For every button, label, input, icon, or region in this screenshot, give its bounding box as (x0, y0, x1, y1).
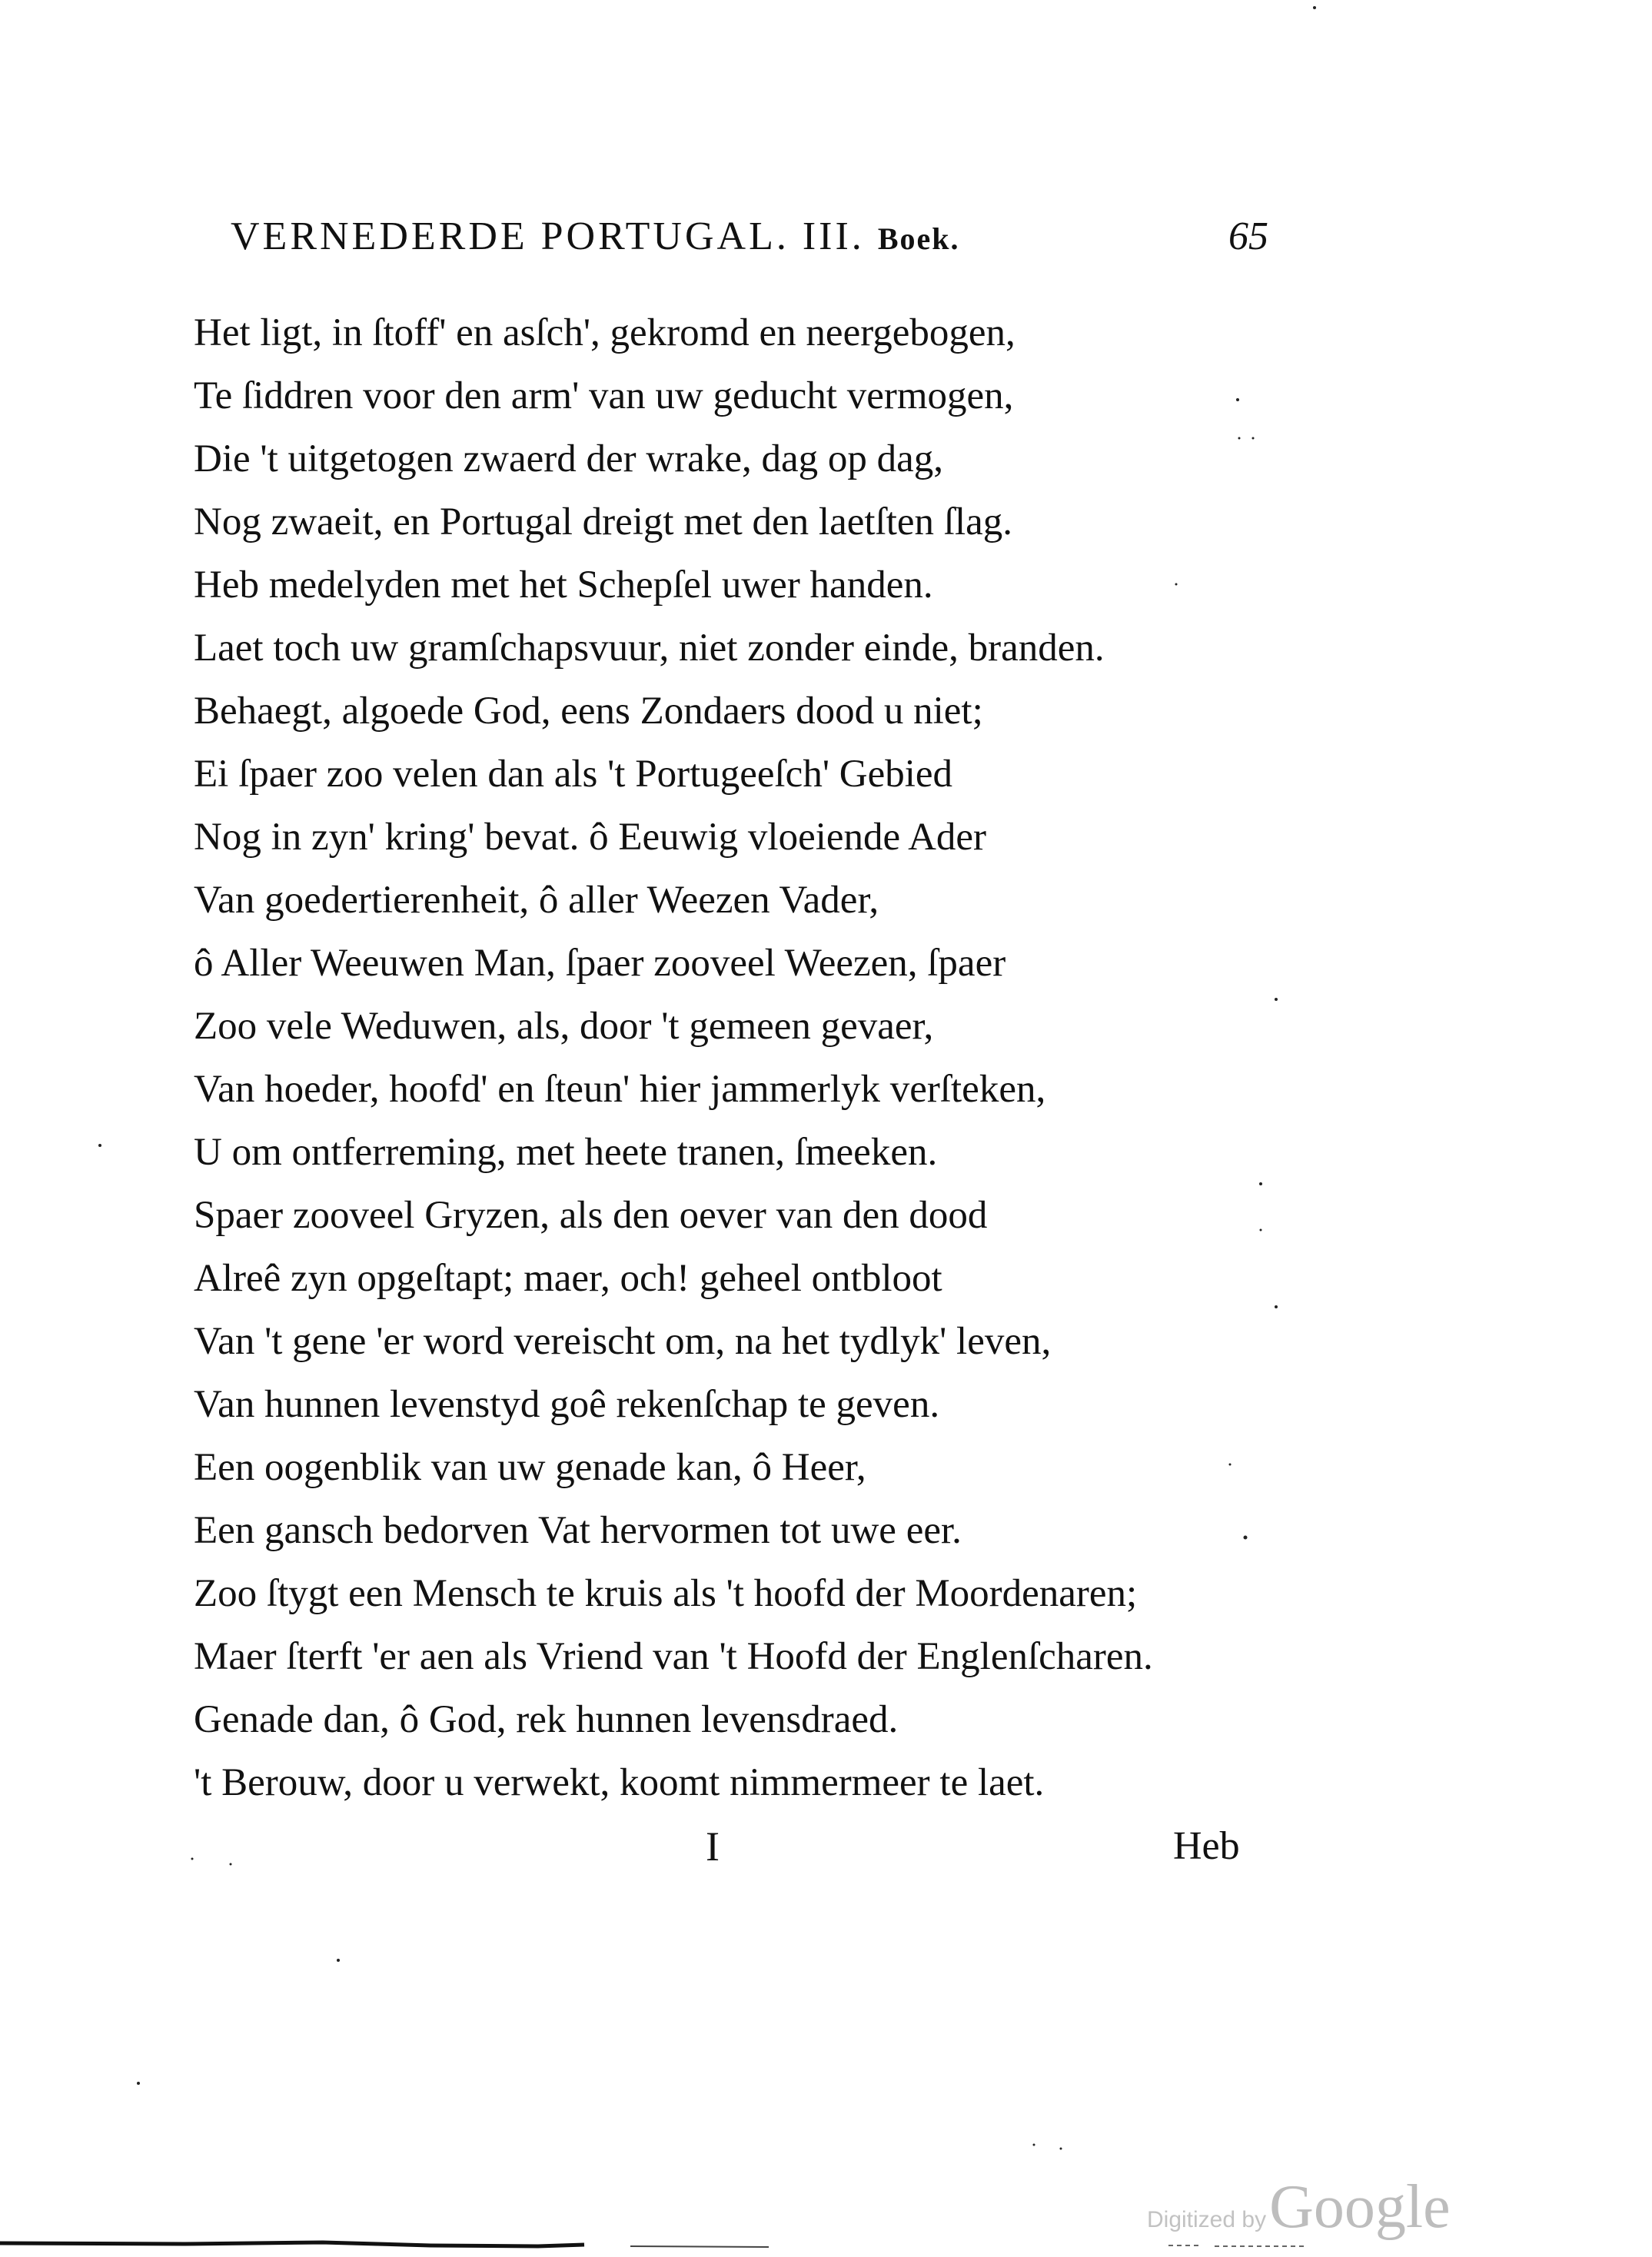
poem-line: Van hunnen levenstyd goê rekenſchap te geven. (194, 1383, 940, 1426)
watermark-logo: Google (1269, 2173, 1451, 2241)
poem-line: Van goedertierenheit, ô aller Weezen Vader, (194, 879, 879, 922)
signature-mark: I (706, 1823, 720, 1870)
header-book-label: Boek. (877, 221, 960, 256)
poem-line: Laet toch uw gramſchapsvuur, niet zonder einde, branden. (194, 627, 1105, 670)
poem-line: Te ſiddren voor den arm' van uw geducht vermogen, (194, 374, 1014, 417)
poem-line: Nog in zyn' kring' bevat. ô Eeuwig vloeiende Ader (194, 816, 987, 859)
poem-line: Zoo ſtygt een Mensch te kruis als 't hoofd der Moordenaren; (194, 1572, 1138, 1615)
watermark-prefix: Digitized by (1147, 2207, 1267, 2232)
header-title: VERNEDERDE PORTUGAL. III. (231, 214, 865, 258)
poem-line: Maer ſterft 'er aen als Vriend van 't Hoofd der Englenſcharen. (194, 1635, 1153, 1678)
poem-line: Het ligt, in ſtoff' en asſch', gekromd en neergebogen, (194, 311, 1015, 354)
poem-line: Een oogenblik van uw genade kan, ô Heer, (194, 1446, 866, 1489)
poem-line: Spaer zooveel Gryzen, als den oever van den dood (194, 1194, 988, 1237)
poem-line: Een gansch bedorven Vat hervormen tot uwe eer. (194, 1509, 962, 1552)
poem-line: Ei ſpaer zoo velen dan als 't Portugeeſch' Gebied (194, 753, 953, 796)
poem-line: Genade dan, ô God, rek hunnen levensdraed. (194, 1698, 899, 1741)
poem-line: Van hoeder, hoofd' en ſteun' hier jammerlyk verſteken, (194, 1068, 1046, 1111)
poem-line: Alreê zyn opgeſtapt; maer, och! geheel ontbloot (194, 1257, 942, 1300)
poem-line: Die 't uitgetogen zwaerd der wrake, dag op dag, (194, 437, 943, 480)
poem-line: Heb medelyden met het Schepſel uwer handen. (194, 563, 933, 607)
poem-line: ô Aller Weeuwen Man, ſpaer zooveel Weezen, ſpaer (194, 942, 1006, 985)
poem-line: Zoo vele Weduwen, als, door 't gemeen gevaer, (194, 1005, 934, 1048)
poem-line: U om ontferreming, met heete tranen, ſmeeken. (194, 1131, 938, 1174)
poem-line: Behaegt, algoede God, eens Zondaers dood u niet; (194, 690, 983, 733)
page-number: 65 (1228, 214, 1268, 258)
poem-line: Nog zwaeit, en Portugal dreigt met den laetſten ſlag. (194, 500, 1012, 543)
catchword: Heb (1173, 1824, 1240, 1868)
poem-line: 't Berouw, door u verwekt, koomt nimmermeer te laet. (194, 1761, 1045, 1804)
poem-line: Van 't gene 'er word vereischt om, na het tydlyk' leven, (194, 1320, 1052, 1363)
